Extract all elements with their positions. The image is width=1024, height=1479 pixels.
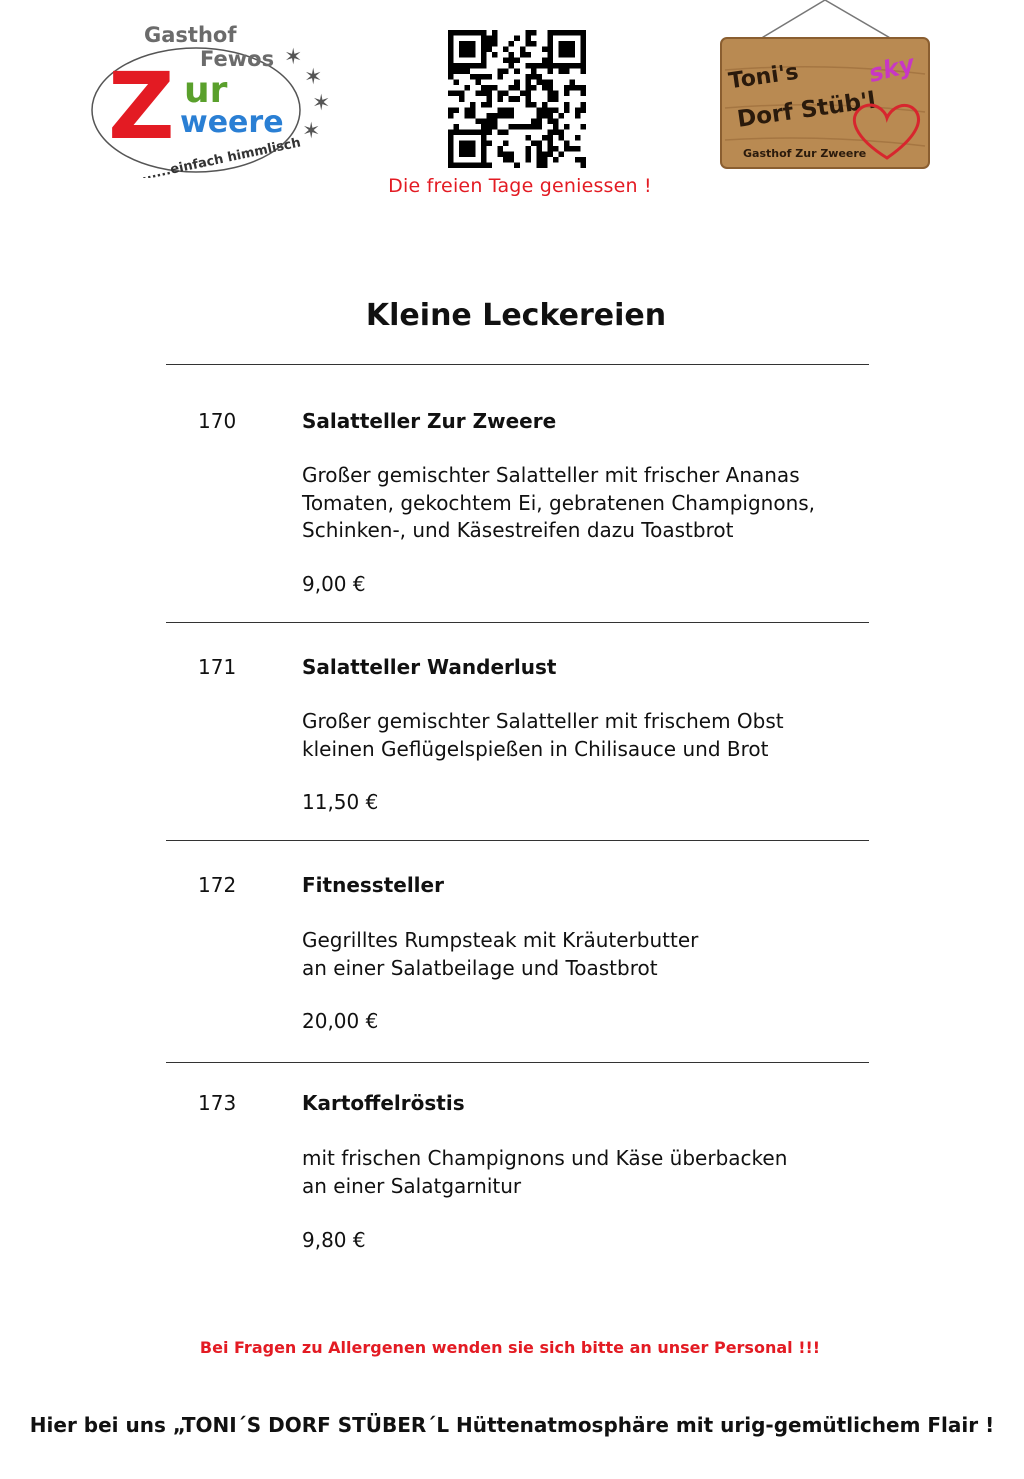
item-price: 9,00 €	[302, 572, 366, 596]
menu-title: Kleine Leckereien	[365, 298, 667, 333]
logo-letter-z: Z	[108, 53, 175, 160]
logo-text-fewos: Fewos	[200, 47, 275, 71]
divider	[166, 1062, 869, 1063]
sign-subline: Gasthof Zur Zweere	[743, 147, 867, 160]
svg-text:✶: ✶	[302, 119, 321, 144]
qr-code-graphic	[448, 30, 586, 168]
description-line: kleinen Geflügelspießen in Chilisauce und Brot	[302, 736, 769, 761]
item-name: Salatteller Zur Zweere	[302, 409, 557, 433]
item-name: Kartoffelröstis	[302, 1091, 465, 1115]
svg-text:✶: ✶	[312, 91, 331, 116]
divider	[166, 364, 869, 365]
sign-text-tonis: Toni's	[727, 59, 801, 95]
footer-slogan: Hier bei uns „TONI´S DORF STÜBER´L Hüttenatmosphäre mit urig-gemütlichem Flair !	[29, 1413, 995, 1437]
star-icon	[284, 45, 330, 144]
item-name: Fitnessteller	[302, 873, 444, 897]
item-number: 171	[198, 655, 237, 679]
toni-dorf-stuebl-sign	[715, 0, 935, 175]
item-description	[302, 927, 698, 982]
divider	[166, 622, 869, 623]
item-number: 173	[198, 1091, 237, 1115]
description-line: Tomaten, gekochtem Ei, gebratenen Champignons,	[302, 490, 816, 515]
svg-text:✶: ✶	[304, 65, 323, 90]
sign-text-dorf-stuebl: Dorf Stüb'l	[735, 87, 878, 133]
description-line: an einer Salatbeilage und Toastbrot	[302, 955, 658, 980]
description-line: an einer Salatgarnitur	[302, 1173, 522, 1198]
logo-text-gasthof: Gasthof	[144, 23, 237, 47]
allergen-note: Bei Fragen zu Allergenen wenden sie sich bitte an unser Personal !!!	[199, 1338, 821, 1357]
item-description	[302, 1145, 787, 1200]
svg-text:✶: ✶	[284, 45, 303, 70]
item-description	[302, 708, 784, 763]
description-line: Großer gemischter Salatteller mit frischem Obst	[302, 709, 784, 733]
wood-sign-graphic	[715, 0, 935, 175]
item-price: 11,50 €	[302, 790, 379, 814]
logo-letters-weere: weere	[180, 105, 284, 140]
item-description	[302, 462, 815, 545]
qr-code-icon	[448, 30, 586, 168]
item-price: 20,00 €	[302, 1009, 379, 1033]
item-price: 9,80 €	[302, 1228, 366, 1252]
logo-slogan: ......einfach himmlisch	[140, 135, 303, 178]
gasthof-logo	[88, 18, 338, 178]
description-line: mit frischen Champignons und Käse überbacken	[302, 1146, 788, 1170]
item-name: Salatteller Wanderlust	[302, 655, 557, 679]
item-number: 172	[198, 873, 237, 897]
logo-letters-ur: ur	[184, 70, 228, 111]
sky-badge: sky	[865, 49, 918, 88]
description-line: Gegrilltes Rumpsteak mit Kräuterbutter	[302, 928, 699, 952]
description-line: Großer gemischter Salatteller mit frischer Ananas	[302, 463, 800, 487]
description-line: Schinken-, und Käsestreifen dazu Toastbrot	[302, 518, 734, 542]
divider	[166, 840, 869, 841]
gasthof-logo-graphic	[88, 18, 338, 178]
item-number: 170	[198, 409, 237, 433]
tagline: Die freien Tage geniessen !	[388, 175, 652, 197]
